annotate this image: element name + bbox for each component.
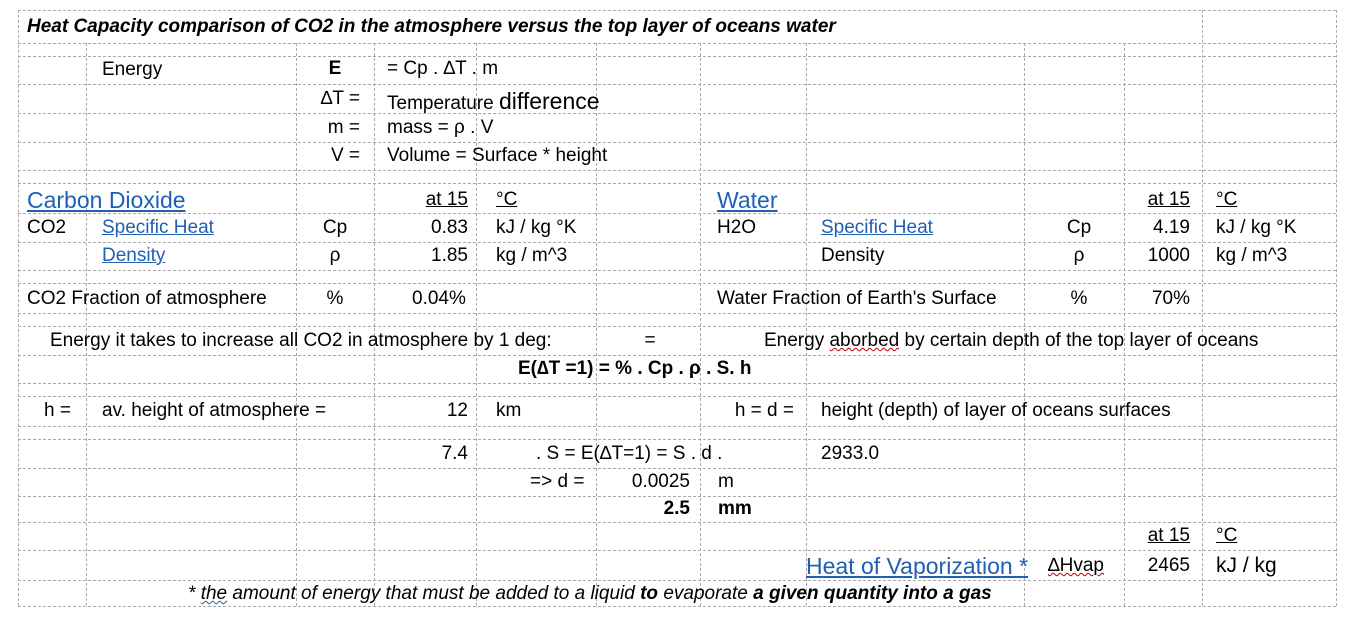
co2-fraction-unit: %	[326, 288, 344, 309]
grid-col-line	[1024, 43, 1025, 606]
grid-row-line	[18, 43, 1336, 44]
energy-symbol: E	[328, 58, 342, 79]
footnote	[188, 583, 992, 605]
comparison-equals: =	[644, 330, 656, 351]
grid-row-line	[18, 396, 1336, 397]
comparison-left-text: Energy it takes to increase all CO2 in atmosphere by 1 deg:	[50, 330, 552, 351]
grid-row-line	[18, 580, 1336, 581]
energy-equation: E(∆T =1) = % . Cp . ρ . S. h	[518, 358, 752, 379]
grid-row-line	[18, 550, 1336, 551]
footnote-p1: *	[188, 583, 201, 604]
grid-row-line	[18, 113, 1336, 114]
grid-row-line	[18, 10, 1336, 11]
water-rho-symbol: ρ	[1073, 245, 1085, 266]
result-middle-formula: . S = E(∆T=1) = S . d .	[536, 443, 723, 464]
co2-name: CO2	[27, 217, 67, 238]
grid-row-line	[18, 355, 1336, 356]
mm-unit: mm	[718, 498, 752, 519]
grid-col-line	[1202, 10, 1203, 606]
d-description: height (depth) of layer of oceans surfaces	[821, 400, 1171, 421]
grid-col-line	[86, 43, 87, 606]
footnote-p3: amount of energy that must be added to a liquid	[227, 583, 641, 604]
grid-row-line	[18, 270, 1336, 271]
grid-row-line	[18, 213, 1336, 214]
footnote-p2: the	[200, 583, 228, 604]
water-density-label: Density	[821, 245, 885, 266]
grid-row-line	[18, 56, 1336, 57]
h-unit: km	[496, 400, 522, 421]
co2-density-link[interactable]: Density	[102, 245, 166, 266]
grid-row-line	[18, 522, 1336, 523]
grid-row-line	[18, 313, 1336, 314]
water-name: H2O	[717, 217, 757, 238]
co2-rho-symbol: ρ	[329, 245, 341, 266]
grid-col-line	[18, 10, 19, 606]
water-cp-value: 4.19	[1153, 217, 1190, 238]
grid-row-line	[18, 283, 1336, 284]
grid-row-line	[18, 383, 1336, 384]
water-density-unit: kg / m^3	[1216, 245, 1288, 266]
grid-col-line	[1124, 43, 1125, 606]
co2-temp-unit: °C	[496, 189, 518, 210]
grid-row-line	[18, 439, 1336, 440]
water-heading-link[interactable]: Water	[717, 187, 778, 213]
water-cp-symbol: Cp	[1066, 217, 1092, 238]
comparison-right-pre: Energy	[764, 330, 830, 351]
water-fraction-unit: %	[1070, 288, 1088, 309]
vap-symbol: ∆Hvap	[1048, 555, 1104, 576]
grid-col-line	[596, 43, 597, 606]
footnote-p5: evaporate	[658, 583, 754, 604]
h-value: 12	[446, 400, 468, 421]
grid-row-line	[18, 242, 1336, 243]
grid-row-line	[18, 84, 1336, 85]
h-label: h =	[44, 400, 71, 421]
grid-row-line	[18, 142, 1336, 143]
water-density-value: 1000	[1147, 245, 1190, 266]
heat-of-vaporization-link[interactable]: Heat of Vaporization *	[806, 553, 1029, 579]
grid-row-line	[18, 468, 1336, 469]
v-description: Volume = Surface * height	[387, 145, 608, 166]
energy-formula: = Cp . ∆T . m	[387, 58, 499, 79]
dt-desc-b: difference	[498, 88, 600, 114]
h-description: av. height of atmosphere =	[102, 400, 327, 421]
dt-desc-a: Temperature	[387, 93, 494, 114]
grid-col-line	[700, 43, 701, 606]
m-symbol: m =	[327, 117, 360, 138]
d-label: h = d =	[734, 400, 794, 421]
d-arrow-label: => d =	[530, 471, 585, 492]
water-temp-unit: °C	[1216, 189, 1238, 210]
vap-value: 2465	[1147, 555, 1190, 576]
vap-unit: kJ / kg	[1216, 554, 1277, 577]
d-value: 0.0025	[631, 471, 690, 492]
mm-value: 2.5	[663, 498, 690, 519]
vap-temp-unit: °C	[1216, 525, 1238, 546]
co2-fraction-label: CO2 Fraction of atmosphere	[27, 288, 267, 309]
grid-row-line	[18, 496, 1336, 497]
co2-at-label: at 15	[425, 189, 468, 210]
co2-specific-heat-link[interactable]: Specific Heat	[102, 217, 214, 238]
result-right-value: 2933.0	[821, 443, 880, 464]
dt-description	[387, 88, 600, 115]
footnote-p4: to	[640, 583, 659, 604]
co2-cp-unit: kJ / kg °K	[496, 217, 577, 238]
sheet-title: Heat Capacity comparison of CO2 in the atmosphere versus the top layer of oceans water	[27, 16, 836, 37]
dt-symbol: ∆T =	[320, 88, 360, 109]
water-fraction-label: Water Fraction of Earth's Surface	[717, 288, 997, 309]
energy-label: Energy	[102, 59, 163, 80]
grid-row-line	[18, 426, 1336, 427]
grid-row-line	[18, 606, 1336, 607]
co2-heading-link[interactable]: Carbon Dioxide	[27, 187, 186, 213]
co2-cp-value: 0.83	[431, 217, 468, 238]
grid-row-line	[18, 183, 1336, 184]
co2-cp-symbol: Cp	[322, 217, 348, 238]
footnote-p6: a given quantity into a gas	[753, 583, 992, 604]
water-specific-heat-link[interactable]: Specific Heat	[821, 217, 933, 238]
v-symbol: V =	[330, 145, 360, 166]
grid-col-line	[374, 43, 375, 606]
result-left-value: 7.4	[441, 443, 468, 464]
comparison-right-word: aborbed	[829, 330, 900, 351]
water-fraction-value: 70%	[1151, 288, 1190, 309]
grid-row-line	[18, 170, 1336, 171]
m-description: mass = ρ . V	[387, 117, 494, 138]
d-unit: m	[718, 471, 734, 492]
co2-fraction-value: 0.04%	[412, 288, 466, 309]
water-cp-unit: kJ / kg °K	[1216, 217, 1297, 238]
comparison-right-text	[764, 330, 1258, 352]
comparison-right-post: by certain depth of the top layer of oceans	[899, 330, 1259, 351]
co2-density-value: 1.85	[431, 245, 468, 266]
grid-col-line	[1336, 10, 1337, 606]
vap-at-label: at 15	[1147, 525, 1190, 546]
water-at-label: at 15	[1147, 189, 1190, 210]
grid-row-line	[18, 326, 1336, 327]
co2-density-unit: kg / m^3	[496, 245, 568, 266]
grid-col-line	[806, 43, 807, 606]
